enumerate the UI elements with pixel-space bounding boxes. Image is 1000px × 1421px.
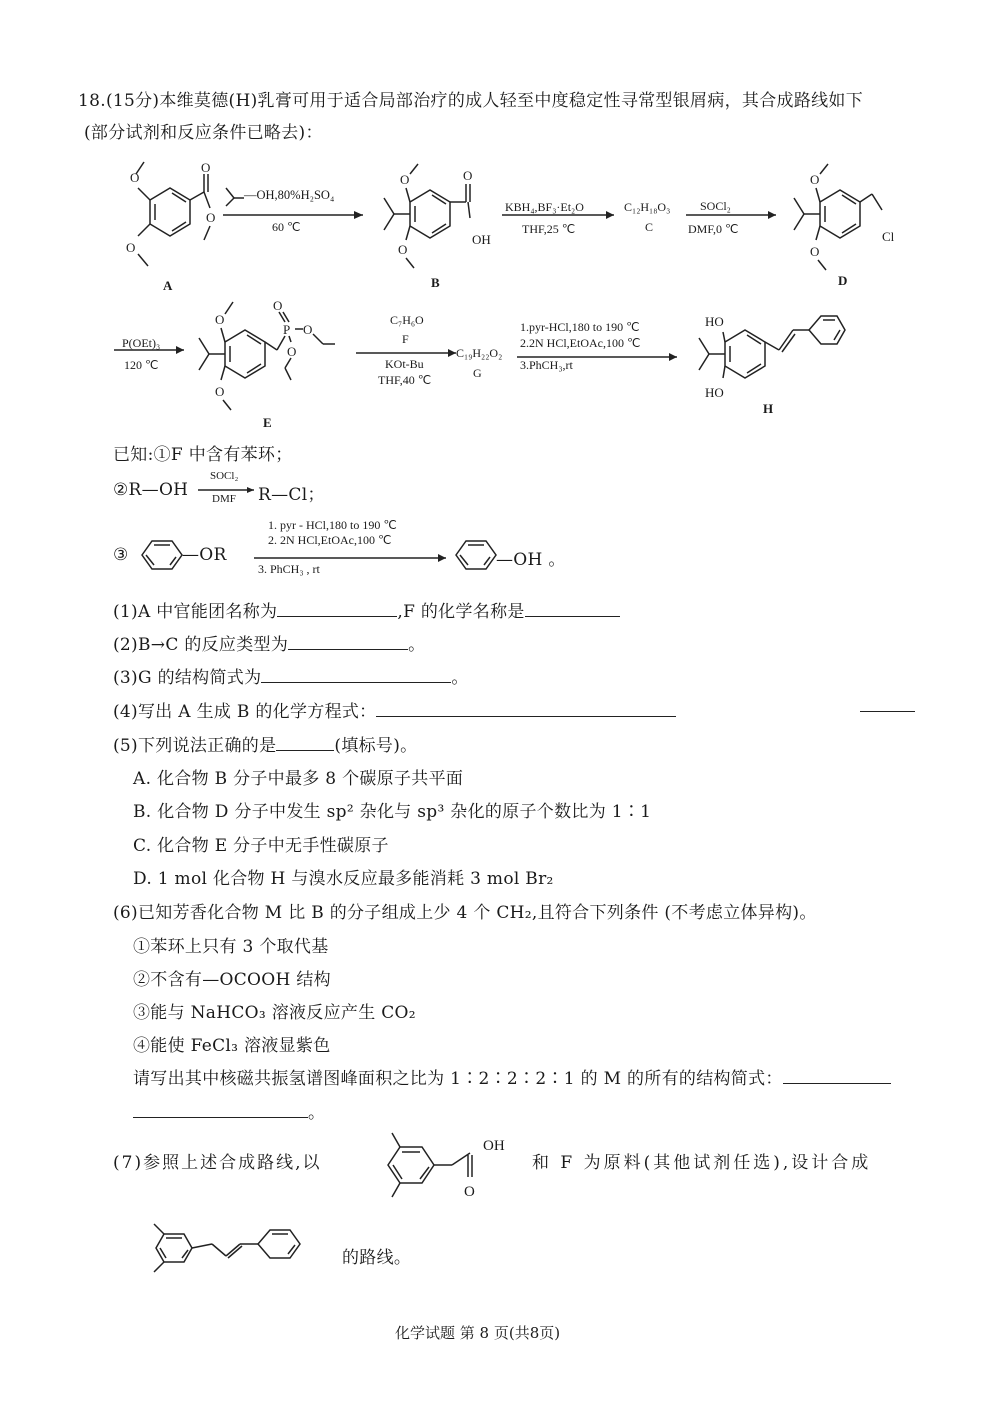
svg-text:O: O (126, 240, 136, 255)
q6-condition-4: ④能使 FeCl₃ 溶液显紫色 (133, 1036, 331, 1056)
answer-blank-q1-f-name[interactable] (525, 602, 620, 617)
known-item-3-step2: 2. 2N HCl,EtOAc,100 ℃ (268, 533, 392, 547)
svg-text:O: O (287, 344, 297, 359)
structure-compound-e (185, 300, 355, 430)
compound-b-oh: OH (472, 232, 491, 247)
known-item-3-number: ③ (113, 545, 129, 565)
subquestion-5: (5)下列说法正确的是 (填标号)。 (113, 736, 418, 756)
compound-g-formula: C₁₉H₂₂O₂ (456, 346, 503, 360)
subquestion-7-continued: 和 F 为原料(其他试剂任选),设计合成 (532, 1153, 872, 1173)
q7-target-structure (150, 1218, 340, 1288)
answer-blank-q6-line2[interactable] (133, 1103, 308, 1118)
q7-starting-material-structure (380, 1125, 540, 1220)
subquestion-7-end: 的路线。 (342, 1248, 412, 1268)
arrow-e-g-below1: KOt-Bu (385, 357, 424, 371)
question-header-line2: (部分试剂和反应条件已略去)： (84, 123, 323, 143)
svg-text:O: O (400, 172, 410, 187)
compound-label-b: B (431, 275, 440, 290)
question-header-line1 (78, 86, 863, 111)
structure-compound-b (370, 160, 500, 290)
svg-text:O: O (206, 210, 216, 225)
q5-option-a: A. 化合物 B 分子中最多 8 个碳原子共平面 (133, 769, 464, 789)
svg-text:O: O (810, 172, 820, 187)
svg-text:O: O (201, 160, 211, 175)
arrow-b-c-below: THF,25 ℃ (522, 222, 576, 236)
question-number: 18. (78, 91, 106, 111)
arrow-d-e-above: P(OEt)₃ (122, 336, 161, 350)
arrow-d-e-below: 120 ℃ (124, 358, 159, 372)
subquestion-3: (3)G 的结构简式为 。 (113, 668, 469, 688)
answer-blank-q4-tail[interactable] (860, 697, 915, 712)
subquestion-2: (2)B→C 的反应类型为 。 (113, 635, 426, 655)
q6-condition-1: ①苯环上只有 3 个取代基 (133, 937, 329, 957)
answer-blank-q5[interactable] (276, 736, 334, 751)
structure-compound-a (110, 160, 220, 290)
known-item-3-or: —OR (182, 545, 227, 565)
q6-condition-2: ②不含有—OCOOH 结构 (133, 970, 331, 990)
arrow-a-b-above: —OH,80%H₂SO₄ (244, 188, 335, 202)
answer-blank-q1-functional-group[interactable] (277, 602, 397, 617)
q5-option-c: C. 化合物 E 分子中无手性碳原子 (133, 836, 389, 856)
svg-text:O: O (215, 312, 225, 327)
arrow-e-g-below2: THF,40 ℃ (378, 373, 432, 387)
svg-text:O: O (215, 384, 225, 399)
compound-h-ho-bottom: HO (705, 385, 724, 400)
svg-text:O: O (303, 322, 313, 337)
arrow-g-h-step2: 2.2N HCl,EtOAc,100 ℃ (520, 336, 641, 350)
compound-c-formula: C₁₂H₁₈O₃ (624, 200, 671, 214)
q6-answer-line2: 。 (133, 1098, 325, 1123)
arrow-a-b-below: 60 ℃ (272, 220, 301, 234)
q6-condition-3: ③能与 NaHCO₃ 溶液反应产生 CO₂ (133, 1003, 416, 1023)
known-item-3-step3: 3. PhCH₃ , rt (258, 562, 320, 576)
q7-starting-material-oh: OH (483, 1138, 505, 1154)
known-item-3-step1: 1. pyr - HCl,180 to 190 ℃ (268, 518, 397, 532)
known-item-2-below: DMF (212, 493, 236, 505)
arrow-c-d-below: DMF,0 ℃ (688, 222, 739, 236)
compound-label-h: H (763, 401, 774, 416)
compound-label-c: C (645, 220, 654, 234)
svg-text:O: O (398, 242, 408, 257)
answer-blank-q6-line1[interactable] (783, 1069, 891, 1084)
page-footer: 化学试题 第 8 页(共8页) (395, 1324, 561, 1342)
structure-compound-d (780, 160, 910, 290)
arrow-g-h-step1: 1.pyr-HCl,180 to 190 ℃ (520, 320, 640, 334)
arrow-c-d-above: SOCl₂ (700, 199, 731, 213)
question-points: (15分) (105, 91, 160, 111)
svg-text:O: O (130, 170, 140, 185)
q6-ask: 请写出其中核磁共振氢谱图峰面积之比为 1∶2∶2∶2∶1 的 M 的所有的结构简式： (133, 1064, 891, 1089)
question-intro: 本维莫德(H)乳膏可用于适合局部治疗的成人轻至中度稳定性寻常型银屑病，其合成路线如下 (159, 91, 864, 111)
svg-text:O: O (810, 244, 820, 259)
answer-blank-q3[interactable] (261, 668, 451, 683)
svg-text:P: P (283, 322, 291, 337)
answer-blank-q4[interactable] (376, 702, 676, 717)
known-item-2-above: SOCl₂ (210, 470, 239, 482)
compound-label-d: D (838, 273, 848, 288)
svg-text:O: O (463, 168, 473, 183)
compound-label-a: A (163, 278, 173, 293)
known-item-1: 已知:①F 中含有苯环； (113, 445, 293, 465)
arrow-e-g-reagent-f-label: F (402, 332, 409, 346)
subquestion-1: (1)A 中官能团名称为 ,F 的化学名称是 (113, 597, 620, 622)
subquestion-7-start: (7)参照上述合成路线,以 (113, 1153, 322, 1173)
known-item-2-reactant: ②R—OH (113, 480, 189, 500)
svg-text:O: O (273, 298, 283, 313)
compound-h-ho-top: HO (705, 314, 724, 329)
answer-blank-q2[interactable] (288, 635, 408, 650)
arrow-e-g-reagent-f-formula: C₇H₆O (390, 313, 424, 327)
known-item-3-oh: —OH 。 (496, 550, 566, 570)
q5-option-b: B. 化合物 D 分子中发生 sp² 杂化与 sp³ 杂化的原子个数比为 1∶1 (133, 802, 652, 822)
q7-starting-material-o: O (464, 1184, 475, 1200)
subquestion-4: (4)写出 A 生成 B 的化学方程式： (113, 697, 676, 722)
q5-option-d: D. 1 mol 化合物 H 与溴水反应最多能消耗 3 mol Br₂ (133, 869, 554, 889)
compound-label-e: E (263, 415, 272, 430)
subquestion-6: (6)已知芳香化合物 M 比 B 的分子组成上少 4 个 CH₂,且符合下列条件 (不考虑立体异构)。 (113, 903, 817, 923)
arrow-b-c-above: KBH₄,BF₃·Et₂O (505, 200, 584, 214)
compound-label-g: G (473, 366, 482, 380)
arrow-g-h-step3: 3.PhCH₃,rt (520, 358, 573, 372)
compound-d-cl: Cl (882, 229, 895, 244)
known-item-2-product: R—Cl； (258, 485, 325, 505)
